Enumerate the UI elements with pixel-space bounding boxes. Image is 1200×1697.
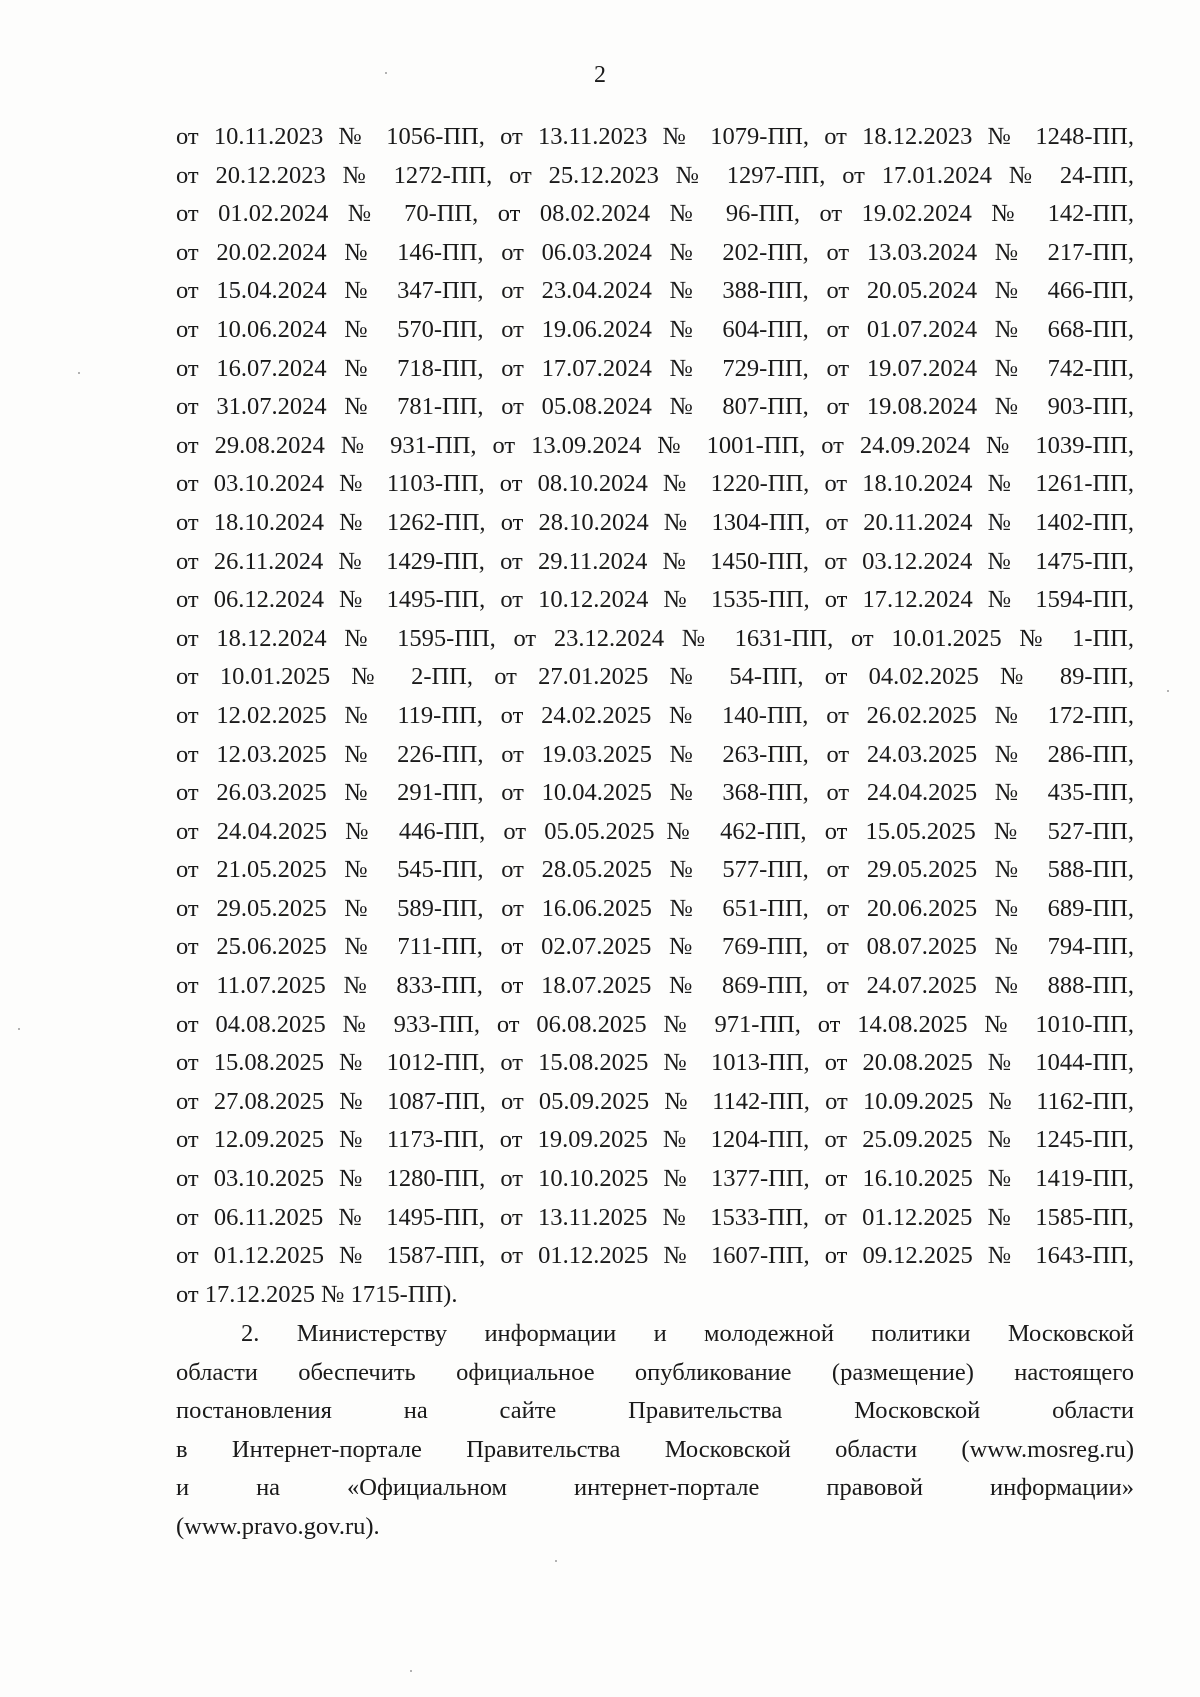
reference-line: от 25.06.2025 № 711-ПП, от 02.07.2025 № 769-ПП, от 08.07.2025 № 794-ПП, [176, 933, 1134, 961]
reference-line: от 01.12.2025 № 1587-ПП, от 01.12.2025 № 1607-ПП, от 09.12.2025 № 1643-ПП, [176, 1242, 1134, 1270]
reference-line: от 31.07.2024 № 781-ПП, от 05.08.2024 № 807-ПП, от 19.08.2024 № 903-ПП, [176, 393, 1134, 421]
reference-line: от 18.12.2024 № 1595-ПП, от 23.12.2024 № 1631-ПП, от 10.01.2025 № 1-ПП, [176, 624, 1134, 652]
reference-line: от 27.08.2025 № 1087-ПП, от 05.09.2025 № 1142-ПП, от 10.09.2025 № 1162-ПП, [176, 1087, 1134, 1115]
reference-line: от 18.10.2024 № 1262-ПП, от 28.10.2024 № 1304-ПП, от 20.11.2024 № 1402-ПП, [176, 508, 1134, 536]
reference-line-final: от 17.12.2025 № 1715-ПП). [176, 1280, 458, 1308]
reference-line: от 12.03.2025 № 226-ПП, от 19.03.2025 № 263-ПП, от 24.03.2025 № 286-ПП, [176, 740, 1134, 768]
scan-speck [1167, 690, 1169, 692]
reference-line: от 03.10.2025 № 1280-ПП, от 10.10.2025 № 1377-ПП, от 16.10.2025 № 1419-ПП, [176, 1165, 1134, 1193]
page-number: 2 [594, 62, 606, 88]
reference-line: от 12.02.2025 № 119-ПП, от 24.02.2025 № 140-ПП, от 26.02.2025 № 172-ПП, [176, 701, 1134, 729]
reference-line: от 06.11.2025 № 1495-ПП, от 13.11.2025 № 1533-ПП, от 01.12.2025 № 1585-ПП, [176, 1203, 1134, 1231]
reference-line: от 15.04.2024 № 347-ПП, от 23.04.2024 № 388-ПП, от 20.05.2024 № 466-ПП, [176, 277, 1134, 305]
reference-line: от 10.11.2023 № 1056-ПП, от 13.11.2023 № 1079-ПП, от 18.12.2023 № 1248-ПП, [176, 123, 1134, 150]
reference-line: от 06.12.2024 № 1495-ПП, от 10.12.2024 № 1535-ПП, от 17.12.2024 № 1594-ПП, [176, 586, 1134, 614]
reference-line: от 01.02.2024 № 70-ПП, от 08.02.2024 № 96-ПП, от 19.02.2024 № 142-ПП, [176, 200, 1134, 228]
scan-speck [18, 1028, 20, 1030]
paragraph-line: и на «Официальном интернет-портале правовой информации» [176, 1474, 1134, 1502]
reference-line: от 15.08.2025 № 1012-ПП, от 15.08.2025 № 1013-ПП, от 20.08.2025 № 1044-ПП, [176, 1049, 1134, 1077]
scan-speck [410, 1670, 412, 1672]
paragraph-line: области обеспечить официальное опубликование (размещение) настоящего [176, 1358, 1134, 1386]
reference-line: от 16.07.2024 № 718-ПП, от 17.07.2024 № 729-ПП, от 19.07.2024 № 742-ПП, [176, 354, 1134, 382]
reference-line: от 29.05.2025 № 589-ПП, от 16.06.2025 № 651-ПП, от 20.06.2025 № 689-ПП, [176, 894, 1134, 922]
amendment-references [176, 118, 1134, 1314]
paragraph-line: в Интернет-портале Правительства Московской области (www.mosreg.ru) [176, 1435, 1134, 1463]
reference-line: от 29.08.2024 № 931-ПП, от 13.09.2024 № 1001-ПП, от 24.09.2024 № 1039-ПП, [176, 431, 1134, 459]
paragraph-line-final: (www.pravo.gov.ru). [176, 1512, 380, 1540]
paragraph-line: 2. Министерству информации и молодежной политики Московской [241, 1320, 1134, 1347]
reference-line: от 24.04.2025 № 446-ПП, от 05.05.2025№ 462-ПП, от 15.05.2025 № 527-ПП, [176, 817, 1134, 845]
scan-speck [78, 372, 80, 374]
scan-speck [385, 72, 387, 74]
reference-line: от 10.06.2024 № 570-ПП, от 19.06.2024 № 604-ПП, от 01.07.2024 № 668-ПП, [176, 315, 1134, 343]
reference-line: от 10.01.2025 № 2-ПП, от 27.01.2025 № 54-ПП, от 04.02.2025 № 89-ПП, [176, 663, 1134, 691]
reference-line: от 11.07.2025 № 833-ПП, от 18.07.2025 № 869-ПП, от 24.07.2025 № 888-ПП, [176, 972, 1134, 1000]
reference-line: от 12.09.2025 № 1173-ПП, от 19.09.2025 № 1204-ПП, от 25.09.2025 № 1245-ПП, [176, 1126, 1134, 1154]
reference-line: от 20.12.2023 № 1272-ПП, от 25.12.2023 № 1297-ПП, от 17.01.2024 № 24-ПП, [176, 161, 1134, 189]
reference-line: от 04.08.2025 № 933-ПП, от 06.08.2025 № 971-ПП, от 14.08.2025 № 1010-ПП, [176, 1010, 1134, 1038]
paragraph-line: постановления на сайте Правительства Московской области [176, 1397, 1134, 1425]
reference-line: от 03.10.2024 № 1103-ПП, от 08.10.2024 № 1220-ПП, от 18.10.2024 № 1261-ПП, [176, 470, 1134, 498]
reference-line: от 26.03.2025 № 291-ПП, от 10.04.2025 № 368-ПП, от 24.04.2025 № 435-ПП, [176, 779, 1134, 807]
scan-speck [555, 1560, 557, 1562]
reference-line: от 26.11.2024 № 1429-ПП, от 29.11.2024 № 1450-ПП, от 03.12.2024 № 1475-ПП, [176, 547, 1134, 575]
paragraph-2 [176, 1315, 1134, 1547]
reference-line: от 21.05.2025 № 545-ПП, от 28.05.2025 № 577-ПП, от 29.05.2025 № 588-ПП, [176, 856, 1134, 884]
reference-line: от 20.02.2024 № 146-ПП, от 06.03.2024 № 202-ПП, от 13.03.2024 № 217-ПП, [176, 238, 1134, 266]
